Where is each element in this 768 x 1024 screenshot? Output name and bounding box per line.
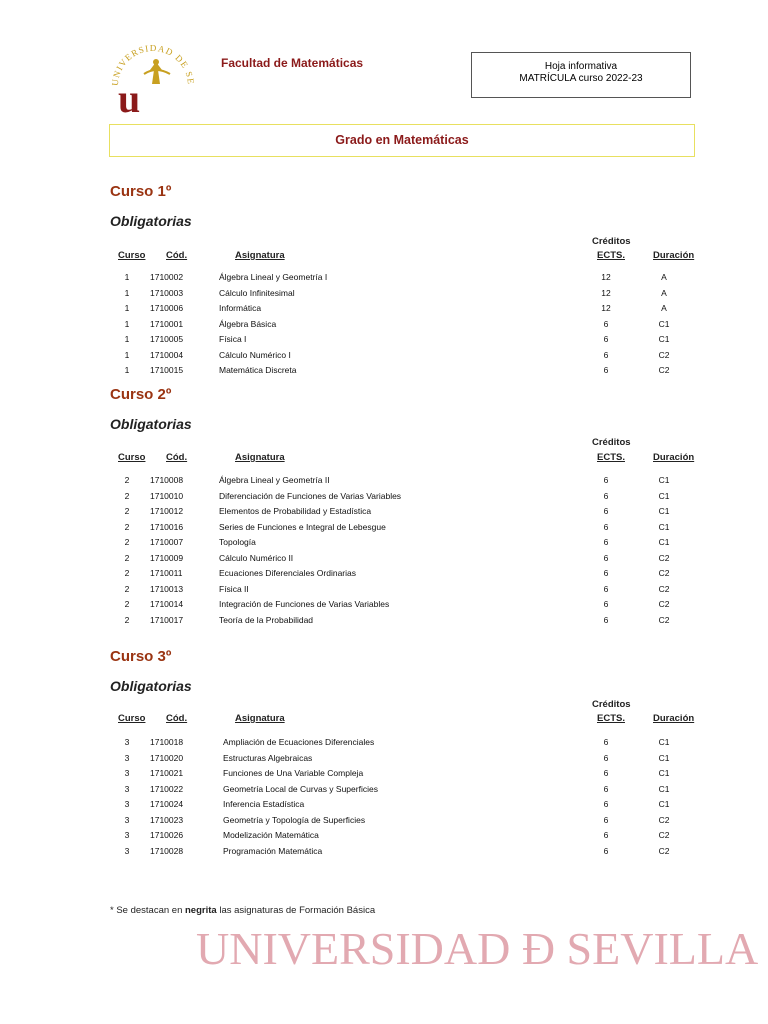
row-creditos: 6: [603, 318, 609, 329]
row-cod: 1710006: [150, 303, 184, 313]
row-cod: 1710017: [150, 614, 184, 625]
row-curso: 2: [124, 552, 130, 563]
row-asignatura: Programación Matemática: [223, 845, 323, 856]
col-creditos-label: Créditos: [592, 236, 631, 247]
col-creditos-label: Créditos: [592, 699, 631, 710]
row-creditos: 6: [603, 583, 609, 594]
row-duracion: C2: [658, 614, 670, 625]
row-creditos: 6: [603, 845, 609, 856]
row-curso: 2: [124, 583, 130, 594]
row-creditos: 12: [601, 303, 611, 313]
row-asignatura: Estructuras Algebraicas: [223, 752, 313, 763]
row-cod: 1710024: [150, 799, 184, 809]
row-asignatura: Física I: [219, 334, 247, 344]
row-asignatura: Modelización Matemática: [223, 830, 319, 840]
col-duracion-header: Duración: [653, 713, 695, 724]
row-asignatura: Ecuaciones Diferenciales Ordinarias: [219, 568, 357, 578]
row-duracion: C2: [658, 583, 670, 594]
row-curso: 1: [124, 303, 130, 313]
row-creditos: 6: [603, 768, 609, 778]
row-curso: 3: [124, 845, 130, 856]
row-creditos: 6: [603, 783, 609, 794]
row-duracion: C1: [658, 752, 670, 763]
col-ects-header: ECTS.: [597, 452, 625, 463]
row-asignatura: Teoría de la Probabilidad: [219, 614, 314, 625]
row-duracion: A: [661, 287, 667, 298]
section-subtitle: Obligatorias: [110, 213, 192, 229]
row-curso: 2: [124, 599, 130, 609]
row-cod: 1710028: [150, 845, 184, 856]
row-duracion: C2: [658, 568, 670, 578]
row-cod: 1710007: [150, 537, 184, 547]
row-asignatura: Ampliación de Ecuaciones Diferenciales: [223, 737, 375, 747]
row-creditos: 6: [603, 537, 609, 547]
row-asignatura: Cálculo Numérico II: [219, 552, 294, 563]
row-creditos: 6: [603, 737, 609, 747]
row-curso: 3: [124, 768, 130, 778]
row-creditos: 6: [603, 568, 609, 578]
row-asignatura: Elementos de Probabilidad y Estadística: [219, 506, 372, 516]
university-watermark: UNIVERSIDAD Ð SEVILLA: [196, 923, 759, 974]
row-creditos: 6: [603, 506, 609, 516]
row-creditos: 6: [603, 599, 609, 609]
row-duracion: C1: [658, 799, 670, 809]
col-duracion-header: Duración: [653, 250, 695, 261]
row-curso: 1: [124, 272, 130, 282]
row-cod: 1710023: [150, 814, 184, 825]
row-cod: 1710009: [150, 552, 184, 563]
row-duracion: C2: [658, 365, 670, 375]
row-duracion: C1: [658, 318, 670, 329]
row-asignatura: Álgebra Lineal y Geometría II: [219, 475, 330, 485]
row-curso: 1: [124, 334, 130, 344]
row-asignatura: Diferenciación de Funciones de Varias Variables: [219, 490, 402, 501]
row-asignatura: Cálculo Infinitesimal: [219, 287, 295, 298]
row-cod: 1710013: [150, 583, 184, 594]
row-duracion: A: [661, 303, 667, 313]
row-duracion: C1: [658, 334, 670, 344]
faculty-title: Facultad de Matemáticas: [221, 56, 364, 70]
row-cod: 1710002: [150, 272, 184, 282]
row-asignatura: Álgebra Lineal y Geometría I: [219, 272, 328, 282]
row-curso: 1: [124, 287, 130, 298]
row-curso: 3: [124, 737, 130, 747]
row-curso: 1: [124, 365, 130, 375]
row-cod: 1710011: [150, 568, 183, 578]
section-subtitle: Obligatorias: [110, 678, 192, 694]
row-duracion: C2: [658, 814, 670, 825]
row-cod: 1710014: [150, 599, 184, 609]
row-asignatura: Informática: [219, 303, 262, 313]
row-cod: 1710020: [150, 752, 184, 763]
row-asignatura: Geometría y Topología de Superficies: [223, 814, 366, 825]
row-creditos: 6: [603, 349, 609, 360]
row-curso: 2: [124, 614, 130, 625]
row-cod: 1710003: [150, 287, 184, 298]
row-asignatura: Funciones de Una Variable Compleja: [223, 768, 364, 778]
col-creditos-label: Créditos: [592, 437, 631, 448]
row-duracion: C1: [658, 506, 670, 516]
section-subtitle: Obligatorias: [110, 416, 192, 432]
row-creditos: 6: [603, 334, 609, 344]
info-line2: MATRÍCULA curso 2022-23: [519, 73, 643, 84]
col-asignatura-header: Asignatura: [235, 250, 285, 261]
logo-arc-text: UNIVERSIDAD DE SE: [109, 42, 197, 87]
row-curso: 1: [124, 318, 130, 329]
col-cod-header: Cód.: [166, 452, 188, 463]
grado-title: Grado en Matemáticas: [109, 124, 695, 157]
row-creditos: 6: [603, 799, 609, 809]
row-creditos: 6: [603, 475, 609, 485]
row-duracion: C1: [658, 475, 670, 485]
row-duracion: C2: [658, 599, 670, 609]
row-cod: 1710001: [150, 318, 184, 329]
row-duracion: C1: [658, 537, 670, 547]
row-duracion: C1: [658, 521, 670, 532]
row-cod: 1710010: [150, 490, 184, 501]
section-title: Curso 1º: [110, 183, 172, 200]
row-creditos: 6: [603, 814, 609, 825]
row-cod: 1710018: [150, 737, 184, 747]
col-duracion-header: Duración: [653, 452, 695, 463]
row-curso: 3: [124, 814, 130, 825]
row-curso: 2: [124, 490, 130, 501]
row-duracion: C1: [658, 490, 670, 501]
row-creditos: 12: [601, 272, 611, 282]
row-asignatura: Integración de Funciones de Varias Variables: [219, 599, 390, 609]
row-cod: 1710026: [150, 830, 184, 840]
row-curso: 1: [124, 349, 130, 360]
footnote-prefix: * Se destacan en: [110, 905, 185, 916]
col-ects-header: ECTS.: [597, 713, 625, 724]
footnote-bold: negrita: [185, 905, 217, 916]
row-curso: 3: [124, 830, 130, 840]
footnote: [110, 905, 375, 916]
row-curso: 3: [124, 783, 130, 794]
row-asignatura: Álgebra Básica: [219, 318, 277, 329]
row-cod: 1710005: [150, 334, 184, 344]
section-title: Curso 3º: [110, 648, 172, 665]
row-asignatura: Inferencia Estadística: [223, 799, 305, 809]
row-curso: 2: [124, 568, 130, 578]
row-asignatura: Matemática Discreta: [219, 365, 297, 375]
col-curso-header: Curso: [118, 452, 146, 463]
row-creditos: 6: [603, 521, 609, 532]
col-asignatura-header: Asignatura: [235, 713, 285, 724]
row-duracion: C1: [658, 737, 670, 747]
row-curso: 2: [124, 521, 130, 532]
col-curso-header: Curso: [118, 250, 146, 261]
row-cod: 1710004: [150, 349, 184, 360]
row-duracion: C1: [658, 768, 670, 778]
row-duracion: C2: [658, 845, 670, 856]
row-duracion: C2: [658, 830, 670, 840]
row-asignatura: Geometría Local de Curvas y Superficies: [223, 783, 378, 794]
row-curso: 2: [124, 537, 130, 547]
row-creditos: 6: [603, 614, 609, 625]
row-creditos: 6: [603, 830, 609, 840]
row-cod: 1710016: [150, 521, 184, 532]
row-duracion: A: [661, 272, 667, 282]
row-asignatura: Cálculo Numérico I: [219, 349, 291, 360]
logo-letter: u: [118, 76, 141, 116]
col-asignatura-header: Asignatura: [235, 452, 285, 463]
row-cod: 1710008: [150, 475, 184, 485]
col-cod-header: Cód.: [166, 250, 188, 261]
row-duracion: C2: [658, 552, 670, 563]
row-cod: 1710015: [150, 365, 184, 375]
col-curso-header: Curso: [118, 713, 146, 724]
col-cod-header: Cód.: [166, 713, 188, 724]
row-asignatura: Física II: [219, 583, 249, 594]
row-curso: 2: [124, 475, 130, 485]
row-duracion: C1: [658, 783, 670, 794]
row-cod: 1710012: [150, 506, 184, 516]
row-asignatura: Series de Funciones e Integral de Lebesgue: [219, 521, 386, 532]
col-ects-header: ECTS.: [597, 250, 625, 261]
row-creditos: 12: [601, 287, 611, 298]
info-line1: Hoja informativa: [544, 61, 618, 72]
row-asignatura: Topología: [219, 537, 256, 547]
row-creditos: 6: [603, 365, 609, 375]
row-curso: 2: [124, 506, 130, 516]
row-creditos: 6: [603, 752, 609, 763]
row-creditos: 6: [603, 490, 609, 501]
row-curso: 3: [124, 752, 130, 763]
section-title: Curso 2º: [110, 386, 172, 403]
info-box: [471, 52, 691, 98]
row-creditos: 6: [603, 552, 609, 563]
footnote-suffix: las asignaturas de Formación Básica: [216, 905, 376, 916]
row-duracion: C2: [658, 349, 670, 360]
university-logo: [108, 40, 198, 116]
row-cod: 1710022: [150, 783, 184, 794]
row-curso: 3: [124, 799, 130, 809]
row-cod: 1710021: [150, 768, 184, 778]
